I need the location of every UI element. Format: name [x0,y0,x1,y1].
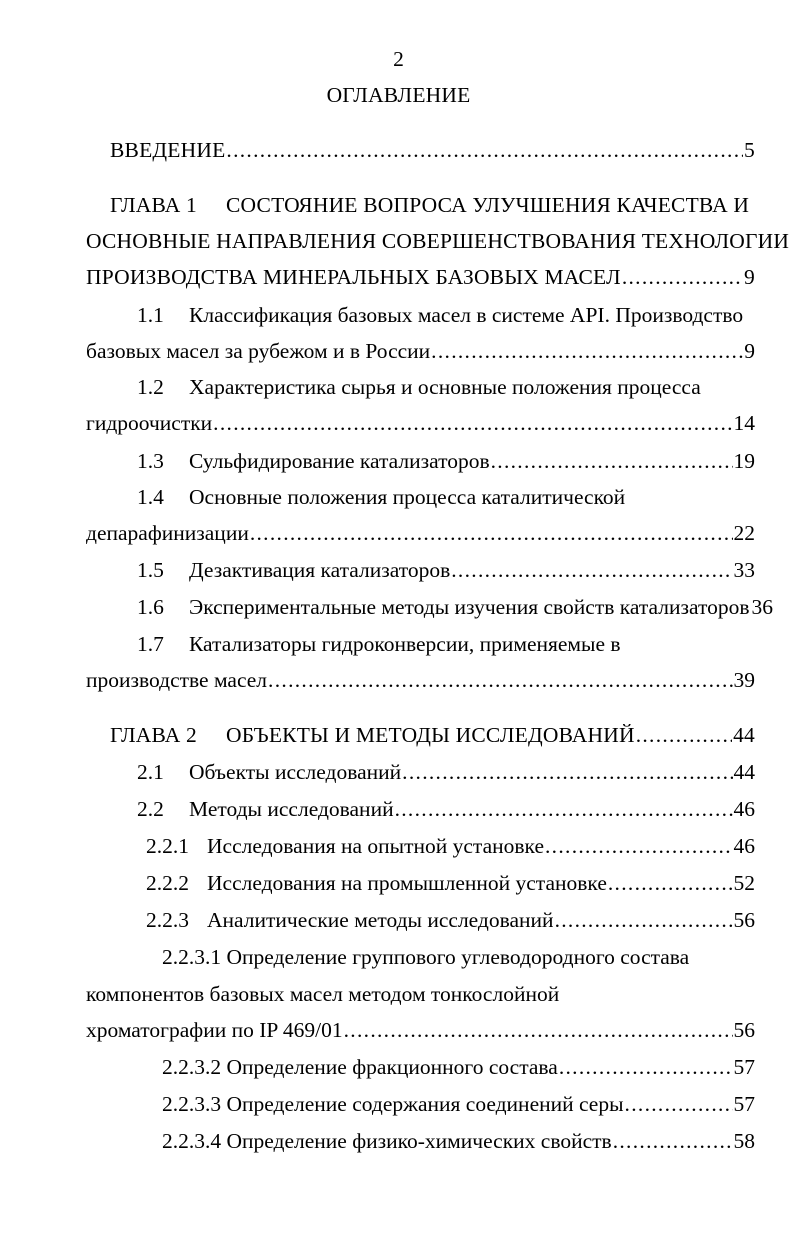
chapter-2-label: ГЛАВА 2 [110,723,197,747]
toc-entry-2-1[interactable] [189,759,755,785]
toc-page-number: 57 [733,1055,755,1079]
toc-page-number: 9 [744,339,755,363]
toc-page-number: 39 [733,668,755,692]
section-title-line1: 2.2.3.1 Определение группового углеводородного состава [162,945,690,969]
section-title-line1: Катализаторы гидроконверсии, применяемые в [189,632,621,656]
dot-leader [213,410,732,436]
toc-page-number: 52 [733,871,755,895]
toc-page-number: 56 [733,1018,755,1042]
section-number: 2.1 [137,760,164,784]
toc-entry-title: хроматографии по IP 469/01 [86,1018,343,1042]
toc-entry-title: ВВЕДЕНИЕ [110,138,226,162]
toc-page-number: 5 [744,138,755,162]
toc-entry-2-2-1[interactable] [207,833,755,859]
toc-page-number: 22 [733,521,755,545]
section-title-line1: Основные положения процесса каталитической [189,485,626,509]
dot-leader [622,264,743,290]
section-number: 1.3 [137,449,164,473]
toc-entry-1-4[interactable] [86,520,755,546]
chapter-1-title-line2: ОСНОВНЫЕ НАПРАВЛЕНИЯ СОВЕРШЕНСТВОВАНИЯ ТЕХНОЛОГИИ [86,229,790,253]
section-title-line1: Характеристика сырья и основные положения процесса [189,375,701,399]
toc-entry-title: Дезактивация катализаторов [189,558,451,582]
dot-leader [344,1017,733,1043]
toc-entry-intro[interactable] [110,137,755,163]
page-number: 2 [393,47,404,71]
dot-leader [250,520,733,546]
toc-entry-1-5[interactable] [189,557,755,583]
toc-entry-title: 2.2.3.4 Определение физико-химических свойств [162,1129,612,1153]
toc-entry-title: Исследования на опытной установке [207,834,544,858]
dot-leader [613,1128,733,1154]
dot-leader [555,907,733,933]
toc-entry-title: 2.2.3.2 Определение фракционного состава [162,1055,558,1079]
toc-page-number: 44 [733,723,755,747]
toc-entry-1-7[interactable] [86,667,755,693]
toc-entry-2-2-3-4[interactable] [162,1128,755,1154]
chapter-1-title-line1: СОСТОЯНИЕ ВОПРОСА УЛУЧШЕНИЯ КАЧЕСТВА И [226,193,750,217]
dot-leader [625,1091,733,1117]
toc-entry-chapter-2[interactable] [226,722,755,748]
dot-leader [451,557,732,583]
dot-leader [268,667,732,693]
toc-entry-title: Объекты исследований [189,760,402,784]
section-number: 1.7 [137,632,164,656]
dot-leader [545,833,733,859]
dot-leader [636,722,732,748]
section-number: 2.2 [137,797,164,821]
dot-leader [226,137,743,163]
toc-entry-1-2[interactable] [86,410,755,436]
section-number: 2.2.2 [146,871,189,895]
toc-entry-title: Экспериментальные методы изучения свойств катализаторов [189,595,750,619]
dot-leader [559,1054,733,1080]
toc-page-number: 57 [733,1092,755,1116]
toc-entry-2-2-2[interactable] [207,870,755,896]
toc-page-number: 9 [744,265,755,289]
toc-page-number: 33 [733,558,755,582]
toc-entry-2-2-3[interactable] [207,907,755,933]
toc-entry-title: ОБЪЕКТЫ И МЕТОДЫ ИССЛЕДОВАНИЙ [226,723,635,747]
section-title-line2: компонентов базовых масел методом тонкослойной [86,982,560,1006]
dot-leader [608,870,733,896]
toc-page-number: 58 [733,1129,755,1153]
toc-entry-title: Аналитические методы исследований [207,908,554,932]
section-number: 1.2 [137,375,164,399]
toc-page-number: 19 [733,449,755,473]
section-number: 1.1 [137,303,164,327]
toc-entry-title: гидроочистки [86,411,213,435]
toc-entry-title: производстве масел [86,668,268,692]
toc-entry-1-3[interactable] [189,448,755,474]
toc-entry-1-1[interactable] [86,338,755,364]
dot-leader [431,338,743,364]
toc-entry-title: ПРОИЗВОДСТВА МИНЕРАЛЬНЫХ БАЗОВЫХ МАСЕЛ [86,265,621,289]
toc-entry-title: Исследования на промышленной установке [207,871,607,895]
toc-entry-2-2-3-3[interactable] [162,1091,755,1117]
toc-page-number: 14 [733,411,755,435]
toc-entry-title: Методы исследований [189,797,394,821]
toc-entry-title: базовых масел за рубежом и в России [86,339,431,363]
dot-leader [491,448,733,474]
section-number: 1.5 [137,558,164,582]
toc-entry-title: 2.2.3.3 Определение содержания соединений серы [162,1092,624,1116]
section-number: 2.2.3 [146,908,189,932]
toc-entry-2-2-3-2[interactable] [162,1054,755,1080]
section-number: 1.6 [137,595,164,619]
toc-entry-chapter-1[interactable] [86,264,755,290]
toc-page-number: 44 [733,760,755,784]
toc-page-number: 46 [733,834,755,858]
dot-leader [395,796,733,822]
section-title-line1: Классификация базовых масел в системе API. Производство [189,303,744,327]
toc-entry-2-2[interactable] [189,796,755,822]
toc-page-number: 36 [751,595,773,619]
page-title: ОГЛАВЛЕНИЕ [326,83,471,107]
toc-page-number: 46 [733,797,755,821]
toc-page-number: 56 [733,908,755,932]
toc-entry-2-2-3-1[interactable] [86,1017,755,1043]
toc-entry-title: депарафинизации [86,521,249,545]
section-number: 1.4 [137,485,164,509]
dot-leader [402,759,732,785]
section-number: 2.2.1 [146,834,189,858]
toc-entry-1-6[interactable] [189,594,773,620]
chapter-1-label: ГЛАВА 1 [110,193,197,217]
toc-entry-title: Сульфидирование катализаторов [189,449,490,473]
